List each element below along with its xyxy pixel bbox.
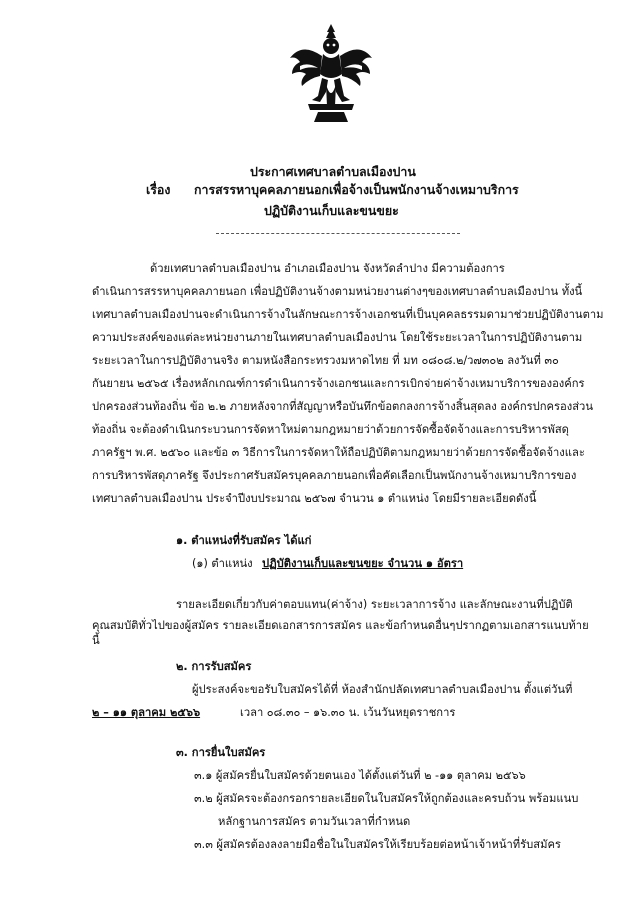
section-3-heading: ๓. การยื่นใบสมัคร bbox=[176, 746, 266, 759]
application-time: เวลา ๐๘.๓๐ – ๑๖.๓๐ น. เว้นวันหยุดราชการ bbox=[240, 706, 456, 719]
application-location: ผู้ประสงค์จะขอรับใบสมัครได้ที่ ห้องสำนักปลัดเทศบาลตำบลเมืองปาน ตั้งแต่วันที่ bbox=[192, 683, 573, 696]
submission-item: ๓.๒ ผู้สมัครจะต้องกรอกรายละเอียดในใบสมัครให้ถูกต้องและครบถ้วน พร้อมแนบ bbox=[194, 792, 579, 805]
position-prefix: (๑) ตำแหน่ง bbox=[192, 557, 253, 570]
detail-line: คุณสมบัติทั่วไปของผู้สมัคร รายละเอียดเอกสารการสมัคร และข้อกำหนดอื่นๆปรากฏตามเอกสารแนบท้าย bbox=[92, 619, 589, 632]
intro-line: กันยายน ๒๕๖๕ เรื่องหลักเกณฑ์การดำเนินการจ้างเอกชนและการเบิกจ่ายค่าจ้างเหมาบริการขององค์กร bbox=[92, 377, 585, 390]
intro-line: ภาครัฐฯ พ.ศ. ๒๕๖๐ และข้อ ๓ วิธีการในการจัดหาให้ถือปฏิบัติตามกฎหมายว่าด้วยการจัดซื้อจัดจ้างและ bbox=[92, 446, 585, 459]
submission-item: ๓.๑ ผู้สมัครยื่นใบสมัครด้วยตนเอง ได้ตั้งแต่วันที่ ๒ -๑๑ ตุลาคม ๒๕๖๖ bbox=[194, 769, 526, 782]
section-1-heading: ๑. ตำแหน่งที่รับสมัคร ได้แก่ bbox=[176, 534, 312, 547]
subject-line-2: ปฏิบัติงานเก็บและขนขยะ bbox=[264, 203, 399, 218]
application-date: ๒ – ๑๑ ตุลาคม ๒๕๖๖ bbox=[92, 706, 201, 719]
intro-line: ท้องถิ่น จะต้องดำเนินกระบวนการจัดหาใหม่ตามกฎหมายว่าด้วยการจัดซื้อจัดจ้างและการบริหารพัสดุ bbox=[92, 423, 569, 436]
detail-line: นี้ bbox=[92, 634, 100, 647]
intro-line: เทศบาลตำบลเมืองปาน ประจำปีงบประมาณ ๒๕๖๗ จำนวน ๑ ตำแหน่ง โดยมีรายละเอียดดังนี้ bbox=[92, 492, 537, 505]
intro-line: ปกครองส่วนท้องถิ่น ข้อ ๒.๒ ภายหลังจากที่สัญญาหรือบันทึกข้อตกลงการจ้างสิ้นสุดลง องค์กรปกครองส่วน bbox=[92, 400, 593, 413]
subject-label: เรื่อง bbox=[146, 182, 171, 197]
intro-line: ดำเนินการสรรหาบุคคลภายนอก เพื่อปฏิบัติงานจ้างตามหน่วยงานต่างๆของเทศบาลตำบลเมืองปาน ทั้งนี้ bbox=[92, 285, 583, 298]
submission-item: ๓.๓ ผู้สมัครต้องลงลายมือชื่อในใบสมัครให้เรียบร้อยต่อหน้าเจ้าหน้าที่รับสมัคร bbox=[194, 838, 561, 851]
submission-item: หลักฐานการสมัคร ตามวันเวลาที่กำหนด bbox=[218, 815, 411, 828]
detail-line: รายละเอียดเกี่ยวกับค่าตอบแทน(ค่าจ้าง) ระยะเวลาการจ้าง และลักษณะงานที่ปฏิบัติ bbox=[176, 598, 573, 611]
garuda-emblem-icon bbox=[288, 22, 374, 126]
section-2-heading: ๒. การรับสมัคร bbox=[176, 660, 252, 673]
position-detail: ปฏิบัติงานเก็บและขนขยะ จำนวน ๑ อัตรา bbox=[262, 557, 464, 570]
announcement-title: ประกาศเทศบาลตำบลเมืองปาน bbox=[250, 164, 416, 179]
subject-line-1: การสรรหาบุคคลภายนอกเพื่อจ้างเป็นพนักงานจ้างเหมาบริการ bbox=[194, 182, 519, 197]
intro-line: ด้วยเทศบาลตำบลเมืองปาน อำเภอเมืองปาน จังหวัดลำปาง มีความต้องการ bbox=[150, 262, 505, 275]
intro-line: ระยะเวลาในการปฏิบัติงานจริง ตามหนังสือกระทรวงมหาดไทย ที่ มท ๐๘๐๘.๒/ว๗๓๐๒ ลงวันที่ ๓๐ bbox=[92, 354, 559, 367]
intro-line: การบริหารพัสดุภาครัฐ จึงประกาศรับสมัครบุคคลภายนอกเพื่อคัดเลือกเป็นพนักงานจ้างเหมาบริการของ bbox=[92, 469, 577, 482]
intro-line: ความประสงค์ของแต่ละหน่วยงานภายในเทศบาลตำบลเมืองปาน โดยใช้ระยะเวลาในการปฏิบัติงานตาม bbox=[92, 331, 583, 344]
title-divider bbox=[216, 233, 460, 234]
intro-line: เทศบาลตำบลเมืองปานจะดำเนินการจ้างในลักษณะการจ้างเอกชนที่เป็นบุคคลธรรมดามาช่วยปฏิบัติงานตาม bbox=[92, 308, 604, 321]
